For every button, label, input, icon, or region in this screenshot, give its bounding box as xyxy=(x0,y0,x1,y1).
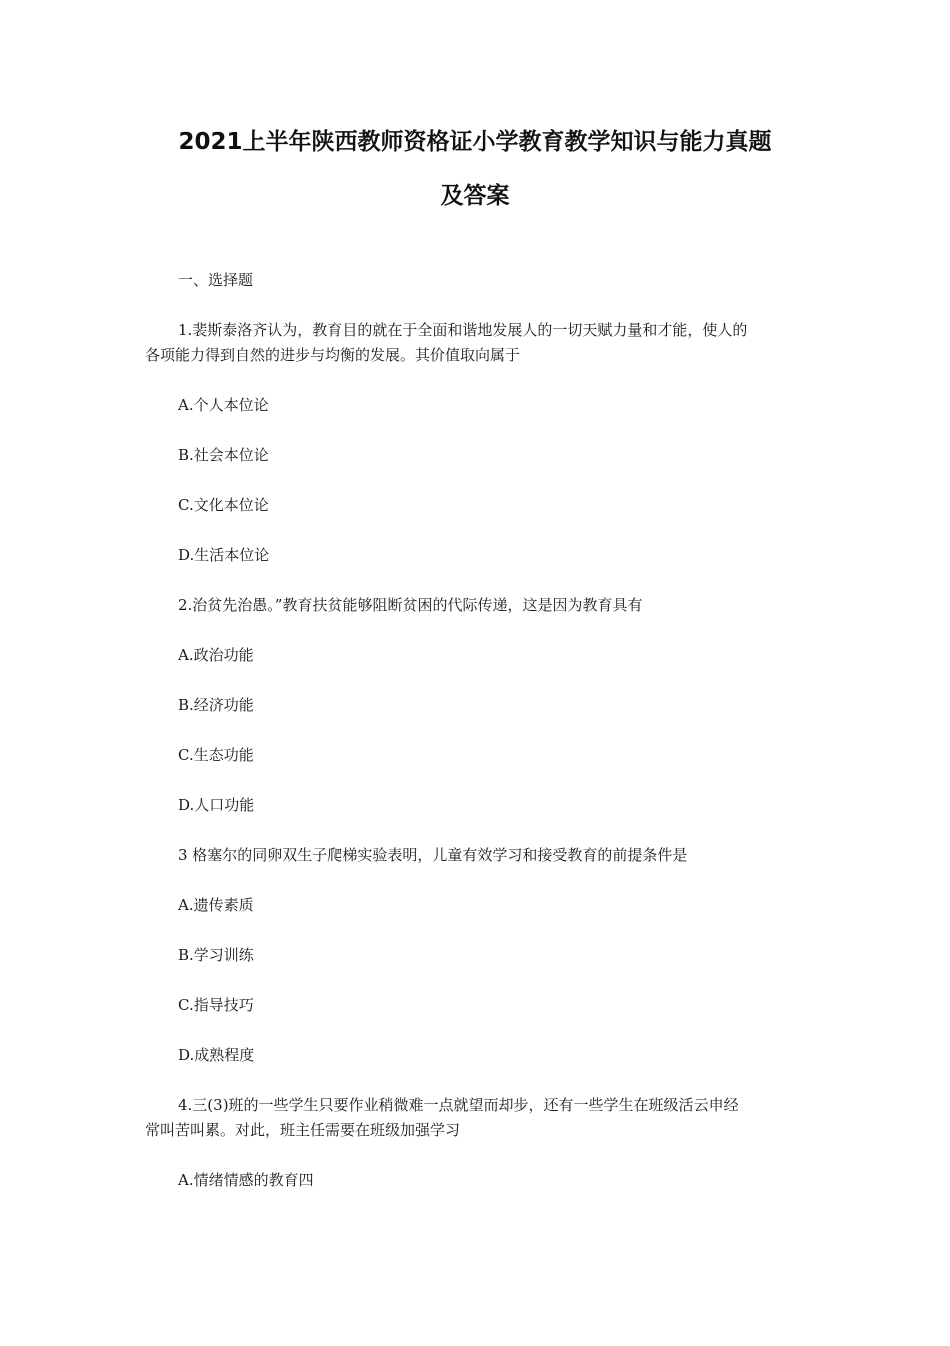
document-title-line-1: 2021上半年陕西教师资格证小学教育教学知识与能力真题 xyxy=(178,129,772,155)
question-1-option-d: D.生活本位论 xyxy=(178,546,270,564)
question-3-option-a: A.遗传素质 xyxy=(178,896,254,914)
question-3-option-d: D.成熟程度 xyxy=(178,1046,255,1064)
question-2-stem: 2.治贫先治愚。”教育扶贫能够阻断贫困的代际传递，这是因为教育具有 xyxy=(178,596,643,614)
document-title-line-2: 及答案 xyxy=(440,183,510,209)
question-1-option-a: A.个人本位论 xyxy=(178,396,269,414)
question-4-stem-line-1: 4.三(3)班的一些学生只要作业稍微难一点就望而却步，还有一些学生在班级活云申经 xyxy=(178,1096,739,1114)
question-1-stem-line-2: 各项能力得到自然的进步与均衡的发展。其价值取向属于 xyxy=(145,346,521,364)
question-3-option-b: B.学习训练 xyxy=(178,946,254,964)
question-2-option-b: B.经济功能 xyxy=(178,696,254,714)
question-4-stem-line-2: 常叫苦叫累。对此，班主任需要在班级加强学习 xyxy=(145,1121,461,1139)
question-2-option-a: A.政治功能 xyxy=(178,646,254,664)
section-heading: 一、选择题 xyxy=(178,271,254,289)
question-3-option-c: C.指导技巧 xyxy=(178,996,254,1014)
question-1-option-c: C.文化本位论 xyxy=(178,496,269,514)
question-3-stem: 3 格塞尔的同卵双生子爬梯实验表明，儿童有效学习和接受教育的前提条件是 xyxy=(178,846,688,864)
question-2-option-d: D.人口功能 xyxy=(178,796,255,814)
question-4-option-a: A.情绪情感的教育四 xyxy=(178,1171,314,1189)
question-1-stem-line-1: 1.裴斯泰洛齐认为，教育目的就在于全面和谐地发展人的一切天赋力量和才能，使人的 xyxy=(178,321,748,339)
question-2-option-c: C.生态功能 xyxy=(178,746,254,764)
question-1-option-b: B.社会本位论 xyxy=(178,446,269,464)
